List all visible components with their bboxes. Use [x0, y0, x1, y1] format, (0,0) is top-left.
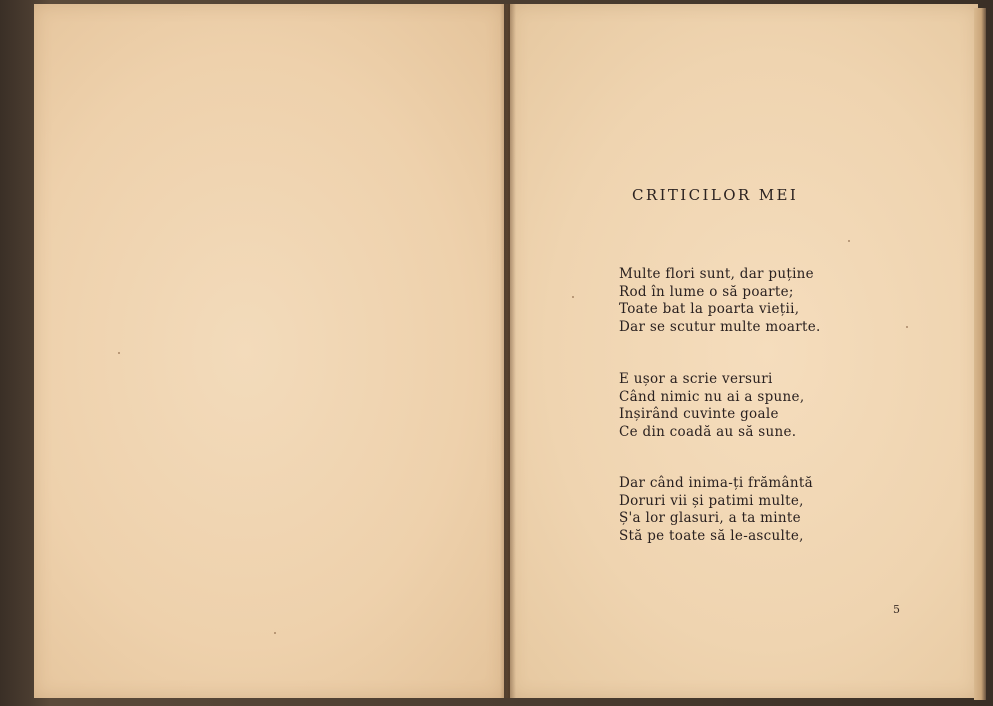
paper-speck — [118, 352, 120, 354]
poem-line: Multe flori sunt, dar puține — [619, 266, 814, 282]
poem-stanza-1 — [619, 266, 821, 336]
poem-line: Dar când inima-ți frământă — [619, 475, 813, 491]
page-edges — [974, 8, 986, 700]
page-number: 5 — [893, 603, 900, 616]
poem-title: CRITICILOR MEI — [632, 186, 799, 204]
poem-line: Inșirând cuvinte goale — [619, 406, 779, 423]
poem-stanza-2 — [619, 371, 804, 441]
poem-line: Ce din coadă au să sune. — [619, 423, 797, 440]
right-page — [510, 4, 978, 698]
poem-line: Doruri vii și patimi multe, — [619, 492, 804, 509]
poem-line: Toate bat la poarta vieții, — [619, 301, 800, 318]
paper-speck — [572, 296, 574, 298]
poem-line: Dar se scutur multe moarte. — [619, 318, 821, 335]
paper-speck — [274, 632, 276, 634]
poem-line: E ușor a scrie versuri — [619, 371, 773, 387]
poem-line: Ș'a lor glasuri, a ta minte — [619, 510, 801, 527]
poem-stanza-3 — [619, 475, 813, 545]
paper-speck — [906, 326, 908, 328]
paper-speck — [848, 240, 850, 242]
poem-line: Stă pe toate să le-asculte, — [619, 527, 804, 544]
left-page-blank — [34, 4, 504, 698]
poem-line: Când nimic nu ai a spune, — [619, 388, 805, 405]
poem-line: Rod în lume o să poarte; — [619, 283, 794, 300]
